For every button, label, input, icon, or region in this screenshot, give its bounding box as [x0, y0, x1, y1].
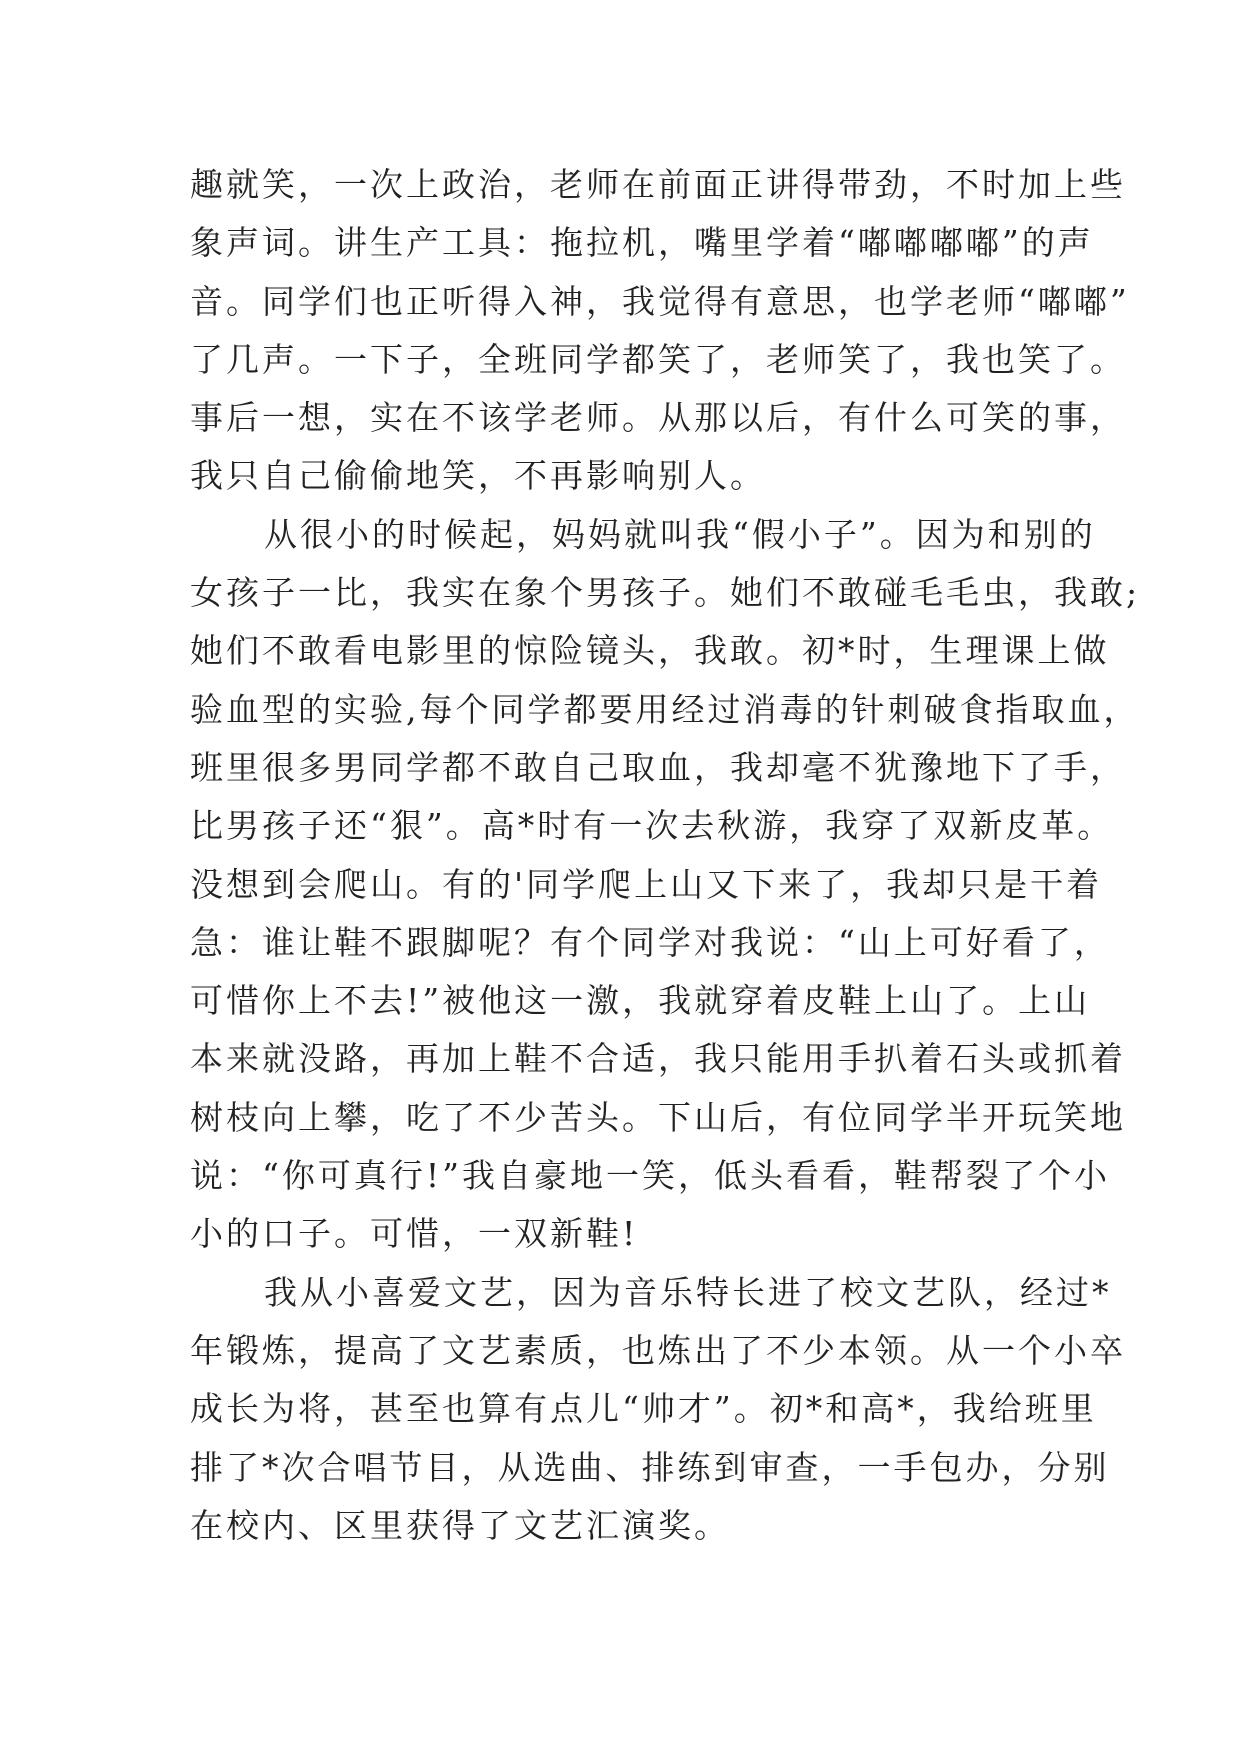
text-line: 验血型的实验,每个同学都要用经过消毒的针刺破食指取血，	[190, 689, 1140, 729]
text-line: 事后一想，实在不该学老师。从那以后，有什么可笑的事，	[190, 398, 1126, 438]
text-line: 急：谁让鞋不跟脚呢？有个同学对我说：“山上可好看了，	[190, 922, 1110, 962]
paragraph-2	[190, 506, 1141, 1264]
text-line: 我只自己偷偷地笑，不再影响别人。	[190, 456, 766, 496]
text-line: 在校内、区里获得了文艺汇演奖。	[190, 1505, 730, 1545]
paragraph-1	[190, 156, 1130, 506]
text-line: 从很小的时候起，妈妈就叫我“假小子”。因为和别的	[264, 514, 1096, 554]
text-line: 音。同学们也正听得入神，我觉得有意思，也学老师“嘟嘟”	[190, 281, 1130, 321]
text-line: 没想到会爬山。有的'同学爬上山又下来了，我却只是干着	[190, 864, 1103, 904]
text-line: 排了*次合唱节目，从选曲、排练到审查，一手包办，分别	[190, 1447, 1110, 1487]
text-line: 说：“你可真行!”我自豪地一笑，低头看看，鞋帮裂了个小	[190, 1156, 1111, 1196]
text-line: 小的口子。可惜，一双新鞋!	[190, 1214, 639, 1254]
text-line: 班里很多男同学都不敢自己取血，我却毫不犹豫地下了手，	[190, 747, 1126, 787]
text-line: 女孩子一比，我实在象个男孩子。她们不敢碰毛毛虫，我敢;	[190, 573, 1141, 613]
text-line: 成长为将，甚至也算有点儿“帅才”。初*和高*，我给班里	[190, 1389, 1097, 1429]
text-line: 比男孩子还“狠”。高*时有一次去秋游，我穿了双新皮革。	[190, 806, 1114, 846]
text-line: 可惜你上不去!”被他这一激，我就穿着皮鞋上山了。上山	[190, 981, 1091, 1021]
text-line: 本来就没路，再加上鞋不合适，我只能用手扒着石头或抓着	[190, 1039, 1126, 1079]
text-line: 树枝向上攀，吃了不少苦头。下山后，有位同学半开玩笑地	[190, 1097, 1126, 1137]
text-line: 趣就笑，一次上政治，老师在前面正讲得带劲，不时加上些	[190, 165, 1126, 204]
text-line: 象声词。讲生产工具：拖拉机，嘴里学着“嘟嘟嘟嘟”的声	[190, 223, 1094, 263]
text-line: 我从小喜爱文艺，因为音乐特长进了校文艺队，经过*	[264, 1272, 1112, 1312]
paragraph-3	[190, 1264, 1126, 1555]
body-text	[190, 156, 1141, 1555]
text-line: 年锻炼，提高了文艺素质，也炼出了不少本领。从一个小卒	[190, 1330, 1126, 1370]
text-line: 她们不敢看电影里的惊险镜头，我敢。初*时，生理课上做	[190, 631, 1110, 671]
text-line: 了几声。一下子，全班同学都笑了，老师笑了，我也笑了。	[190, 339, 1126, 379]
